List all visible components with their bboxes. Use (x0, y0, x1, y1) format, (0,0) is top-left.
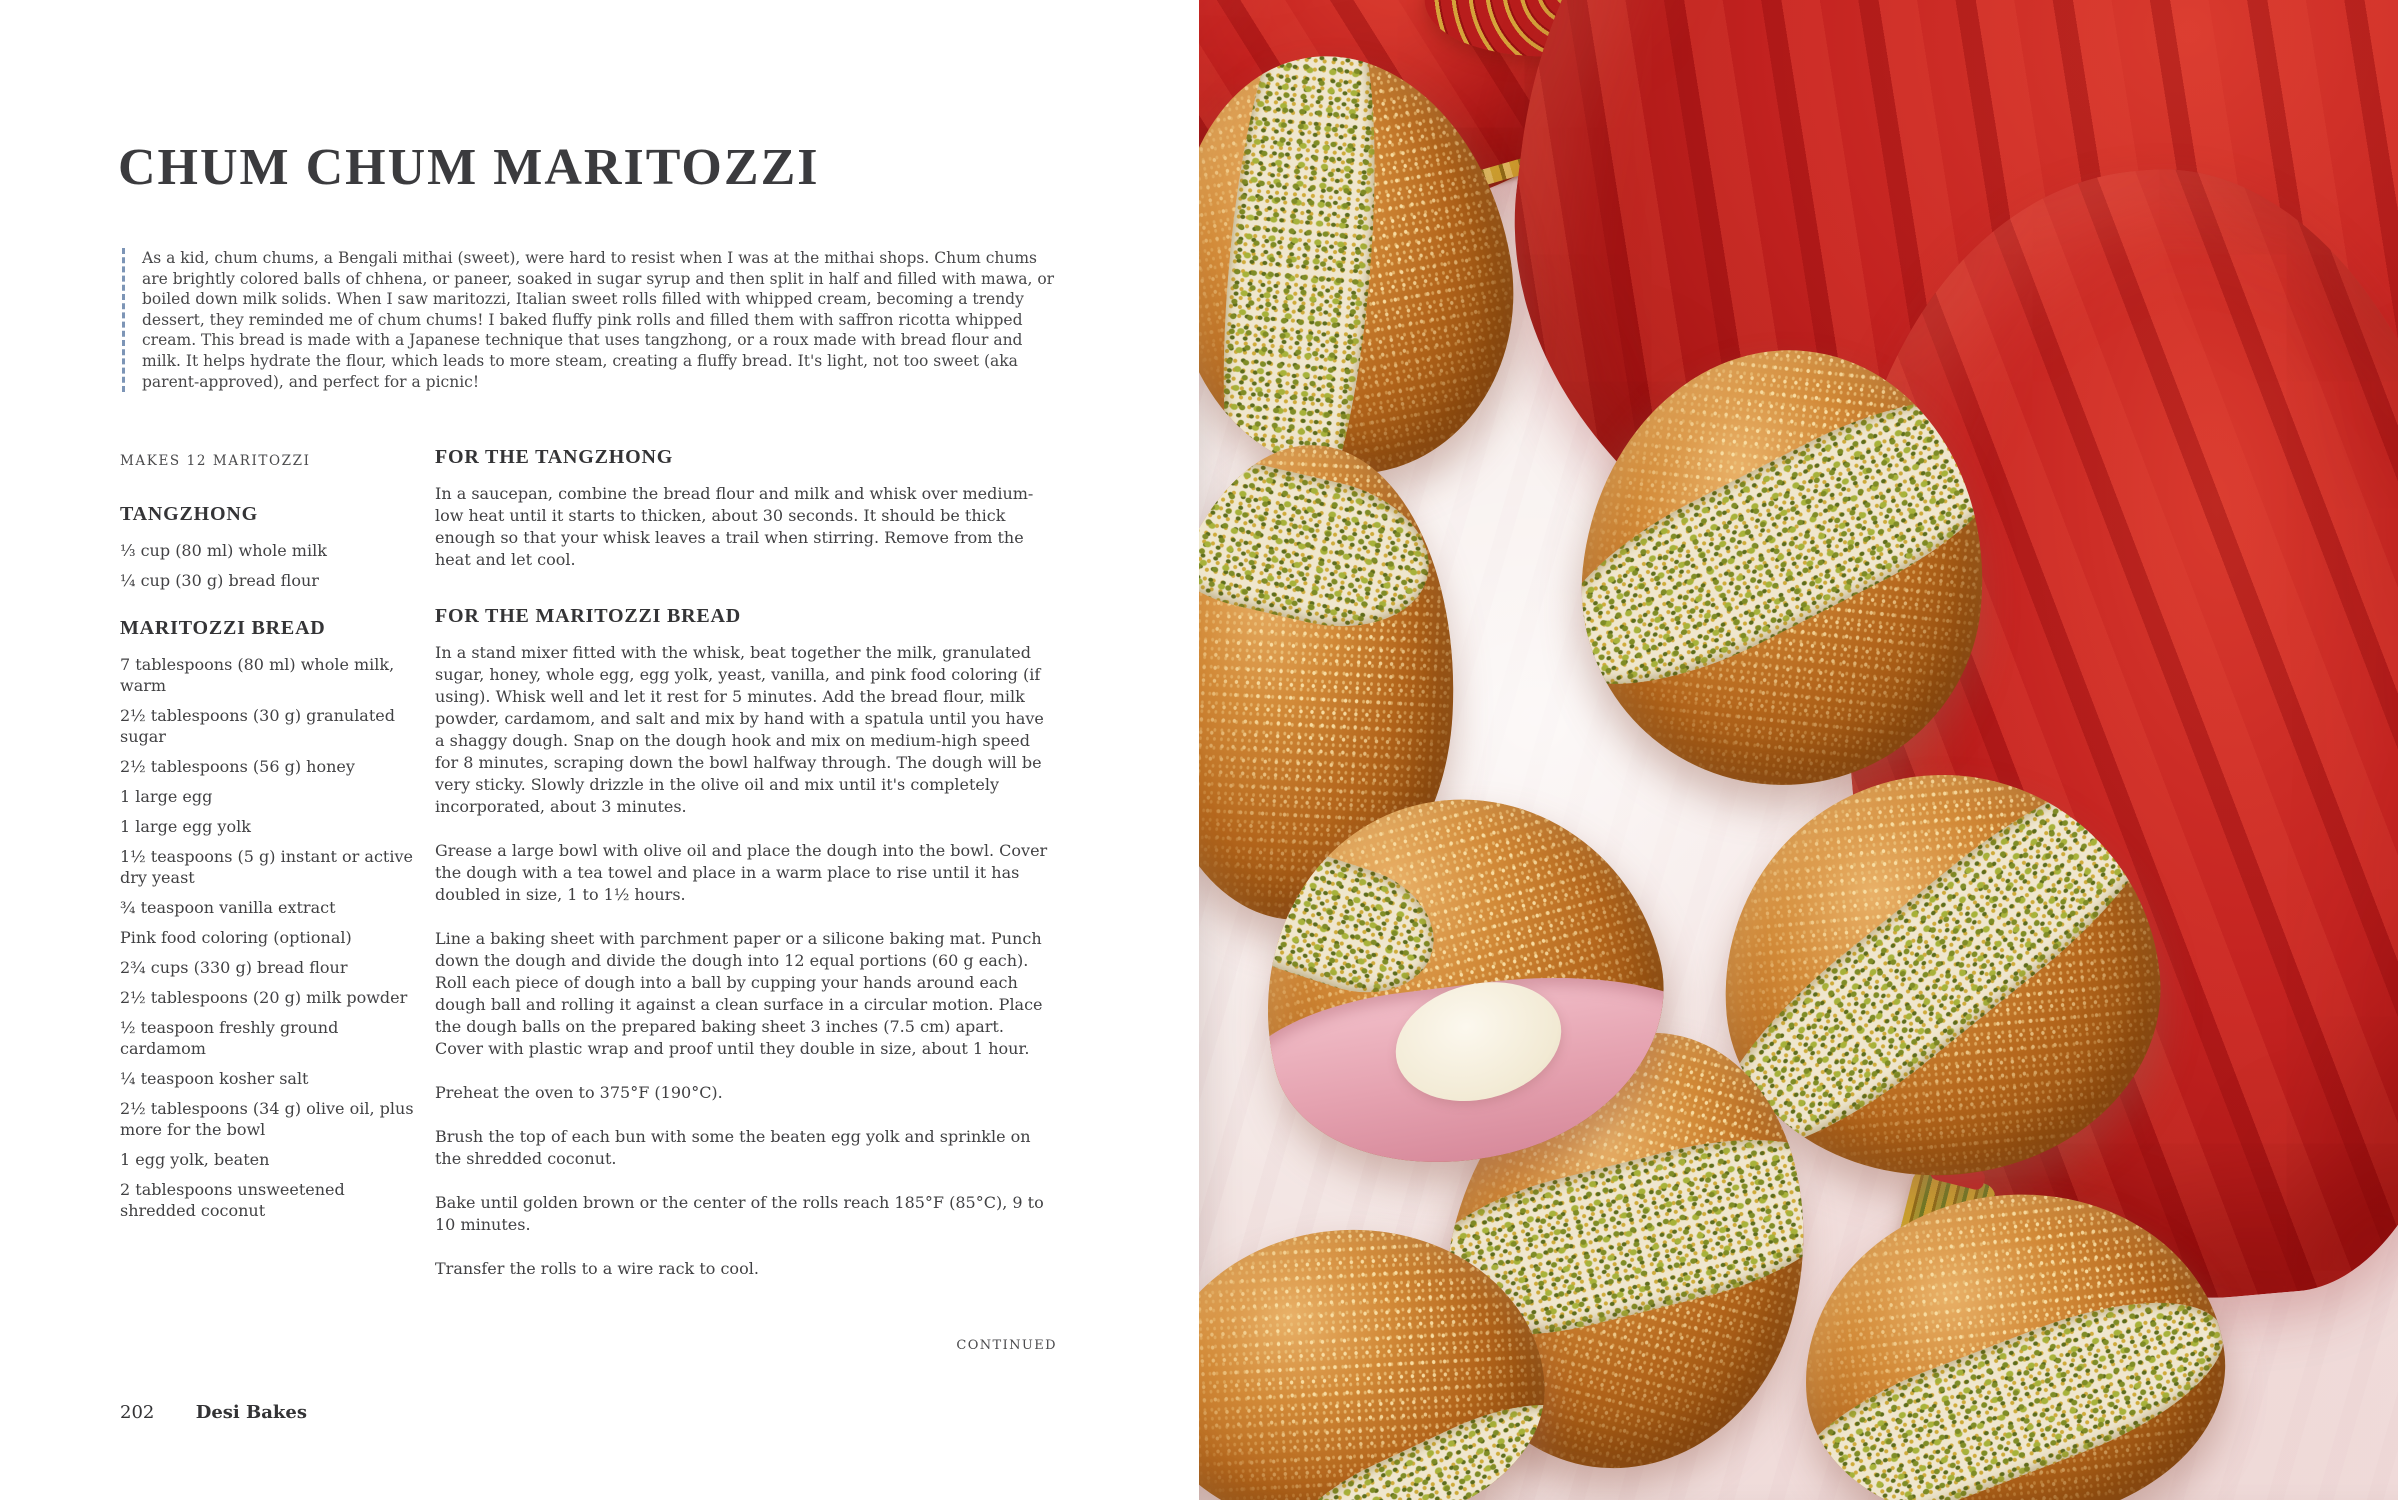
ingredient-item: 2 tablespoons unsweetened shredded coconut (120, 1180, 345, 1220)
ingredient-item: ¼ teaspoon kosher salt (120, 1069, 309, 1088)
tangzhong-ingredients-heading: TANGZHONG (120, 503, 258, 525)
ingredient-item: 2¾ cups (330 g) bread flour (120, 958, 348, 977)
ingredient-item: 2½ tablespoons (20 g) milk powder (120, 988, 408, 1007)
method-paragraph: Brush the top of each bun with some the beaten egg yolk and sprinkle on the shredded coconut. (435, 1127, 1031, 1168)
ingredient-item: 2½ tablespoons (56 g) honey (120, 757, 355, 776)
quote-dash-bar (122, 248, 125, 392)
book-title: Desi Bakes (195, 1402, 307, 1423)
method-paragraph: Grease a large bowl with olive oil and place the dough into the bowl. Cover the dough with a tea towel and place in a warm place to rise until it has doubled in size, 1 to 1½ hours. (435, 841, 1048, 904)
tangzhong-method-heading: FOR THE TANGZHONG (435, 446, 674, 468)
method-paragraph: In a stand mixer fitted with the whisk, beat together the milk, granulated sugar, honey, whole egg, egg yolk, yeast, vanilla, and pink food coloring (if using). Whisk well and let it rest for 5 minutes. Add the bread flour, milk powder, cardamom, and salt and mix by hand with a spatula until you have a shaggy dough. Snap on the dough hook and mix on medium-high speed for 8 minutes, scraping down the bowl halfway through. The dough will be very sticky. Slowly drizzle in the olive oil and mix until it's completely incorporated, about 3 minutes. (435, 643, 1044, 816)
method-paragraph: In a saucepan, combine the bread flour and milk and whisk over medium-low heat until it starts to thicken, about 30 seconds. It should be thick enough so that your whisk leaves a trail when stirring. Remove from the heat and let cool. (435, 484, 1034, 569)
method-paragraph: Transfer the rolls to a wire rack to cool. (435, 1259, 759, 1278)
bread-method-heading: FOR THE MARITOZZI BREAD (435, 605, 742, 627)
page-number: 202 (120, 1402, 155, 1423)
ingredient-item: 1½ teaspoons (5 g) instant or active dry yeast (120, 847, 413, 887)
ingredients-column (120, 503, 422, 1230)
ingredient-item: 1 large egg yolk (120, 817, 251, 836)
method-paragraph: Preheat the oven to 375°F (190°C). (435, 1083, 723, 1102)
yield-label: MAKES 12 MARITOZZI (120, 453, 311, 469)
ingredient-item: 2½ tablespoons (34 g) olive oil, plus more for the bowl (120, 1099, 414, 1139)
food-photograph (1199, 0, 2398, 1500)
ingredient-item: Pink food coloring (optional) (120, 928, 352, 947)
continued-label: CONTINUED (956, 1338, 1057, 1353)
method-paragraph: Line a baking sheet with parchment paper or a silicone baking mat. Punch down the dough and divide the dough into 12 equal portions (60 g each). Roll each piece of dough into a ball by cupping your hands around each dough ball and rolling it against a clean surface in a circular motion. Place the dough balls on the prepared baking sheet 3 inches (7.5 cm) apart. Cover with plastic wrap and proof until they double in size, about 1 hour. (435, 929, 1043, 1058)
ingredient-item: ⅓ cup (80 ml) whole milk (120, 541, 327, 560)
ingredient-item: 1 large egg (120, 787, 213, 806)
ingredient-item: 7 tablespoons (80 ml) whole milk, warm (120, 655, 395, 695)
method-paragraph: Bake until golden brown or the center of the rolls reach 185°F (85°C), 9 to 10 minutes. (435, 1193, 1044, 1234)
ingredient-item: 2½ tablespoons (30 g) granulated sugar (120, 706, 395, 746)
ingredient-item: 1 egg yolk, beaten (120, 1150, 270, 1169)
ingredient-item: ¼ cup (30 g) bread flour (120, 571, 319, 590)
instructions-column (435, 446, 1057, 1302)
page-title: CHUM CHUM MARITOZZI (118, 139, 820, 196)
intro-block (122, 248, 1072, 392)
ingredient-item: ½ teaspoon freshly ground cardamom (120, 1018, 339, 1058)
page-footer (120, 1402, 307, 1423)
bread-ingredients-heading: MARITOZZI BREAD (120, 617, 326, 639)
ingredient-item: ¾ teaspoon vanilla extract (120, 898, 336, 917)
intro-paragraph: As a kid, chum chums, a Bengali mithai (sweet), were hard to resist when I was at the mithai shops. Chum chums are brightly colored balls of chhena, or paneer, soaked in sugar syrup and then split in half and filled with mawa, or boiled down milk solids. When I saw maritozzi, Italian sweet rolls filled with whipped cream, becoming a trendy dessert, they reminded me of chum chums! I baked fluffy pink rolls and filled them with saffron ricotta whipped cream. This bread is made with a Japanese technique that uses tangzhong, or a roux made with bread flour and milk. It helps hydrate the flour, which leads to more steam, creating a fluffy bread. It's light, not too sweet (aka parent-approved), and perfect for a picnic! (142, 249, 1055, 391)
